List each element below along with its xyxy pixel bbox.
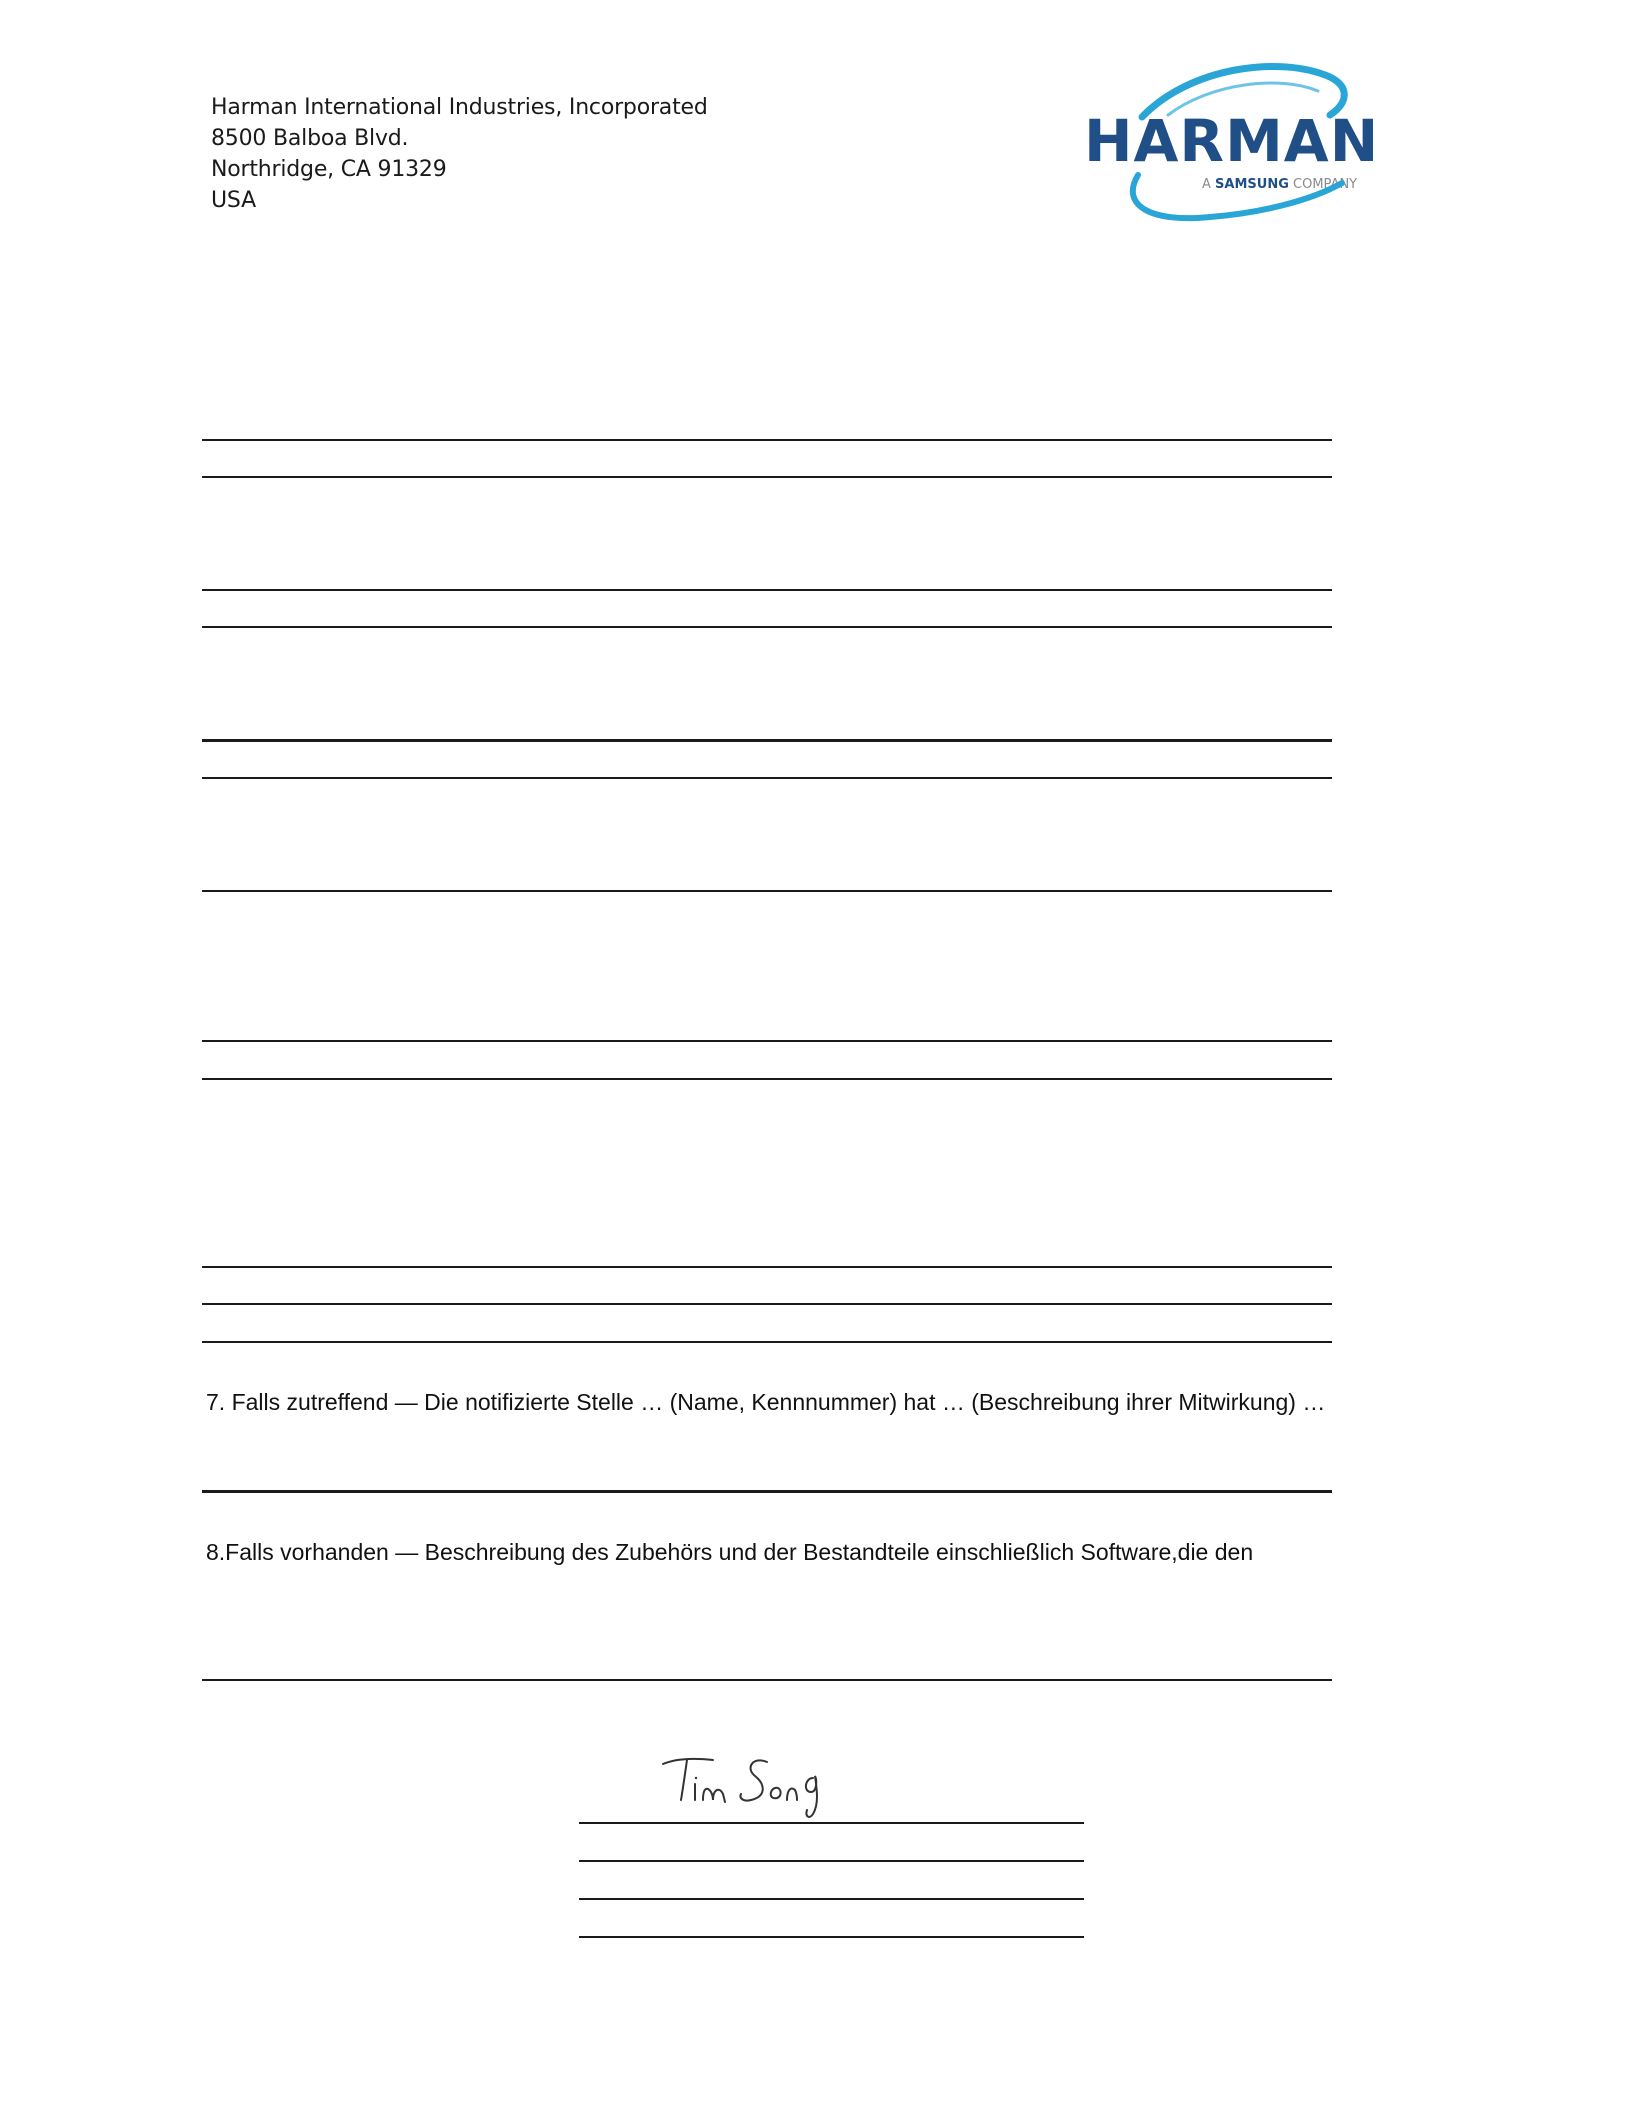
form-line	[202, 1490, 1332, 1493]
form-line	[202, 626, 1332, 628]
street-address: 8500 Balboa Blvd.	[211, 126, 409, 151]
country: USA	[211, 188, 256, 213]
item-7-text: 7. Falls zutreffend — Die notifizierte Stelle … (Name, Kennnummer) hat … (Beschreibung ihrer Mitwirkung) …	[206, 1389, 1326, 1415]
logo-tagline-prefix: A	[1202, 177, 1211, 192]
form-line	[202, 777, 1332, 779]
form-line	[202, 739, 1332, 742]
logo-tagline-brand: SAMSUNG	[1215, 177, 1289, 192]
form-line	[202, 1078, 1332, 1080]
form-line	[202, 1303, 1332, 1305]
signature	[655, 1748, 835, 1828]
form-line	[202, 589, 1332, 591]
city-line: Northridge, CA 91329	[211, 157, 447, 182]
form-line	[202, 1679, 1332, 1681]
company-address	[211, 92, 708, 216]
form-line	[202, 1341, 1332, 1343]
form-line	[202, 439, 1332, 441]
form-line	[202, 890, 1332, 892]
signature-line	[579, 1822, 1084, 1824]
form-line	[202, 476, 1332, 478]
harman-logo	[1080, 55, 1390, 235]
signature-line	[579, 1936, 1084, 1938]
item-8-text: 8.Falls vorhanden — Beschreibung des Zubehörs und der Bestandteile einschließlich Software,die den	[206, 1539, 1254, 1565]
form-line	[202, 1266, 1332, 1268]
logo-wordmark: HARMAN	[1084, 107, 1380, 175]
signature-line	[579, 1898, 1084, 1900]
signature-line	[579, 1860, 1084, 1862]
company-name: Harman International Industries, Incorporated	[211, 95, 708, 120]
logo-tagline-suffix: COMPANY	[1293, 177, 1358, 192]
form-line	[202, 1040, 1332, 1042]
